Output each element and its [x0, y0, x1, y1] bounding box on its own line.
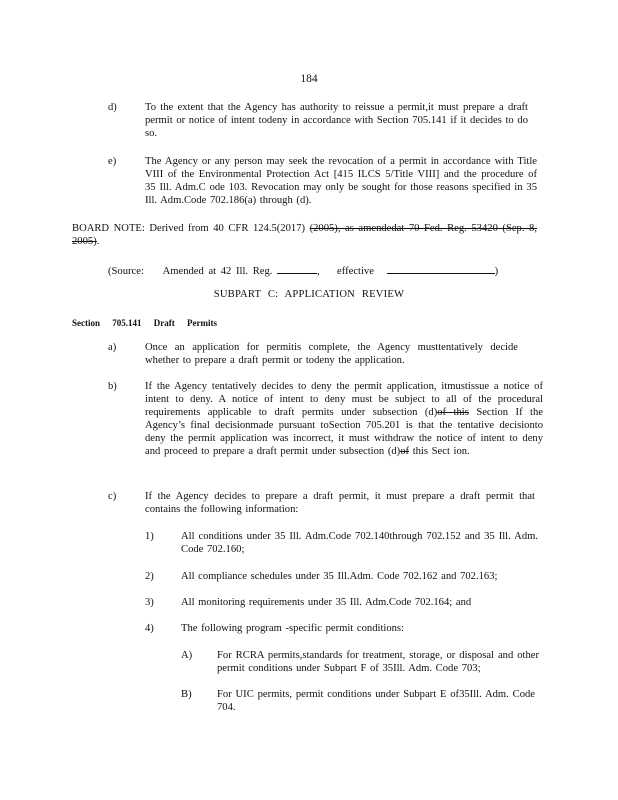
section-label: Section — [72, 318, 100, 328]
item-b-struck-2: of — [400, 446, 410, 457]
sub-item-label: 1) — [145, 531, 154, 542]
item-label: d) — [108, 102, 117, 113]
item-label: c) — [108, 491, 117, 502]
item-b-struck-1: of this — [437, 407, 469, 418]
source-label: (Source: — [108, 266, 144, 277]
sub-item-label: 4) — [145, 623, 154, 634]
sub-item-label: 2) — [145, 571, 154, 582]
sub-item-label: 3) — [145, 597, 154, 608]
register-blank — [277, 263, 317, 274]
item-label: b) — [108, 381, 117, 392]
sub-item-text: All monitoring requirements under 35 Ill. Adm.Code 702.164; and — [181, 597, 472, 608]
section-number: 705.141 — [112, 318, 142, 328]
effective-date-blank — [387, 263, 495, 274]
source-close: ) — [494, 266, 499, 277]
sub-item-text: All compliance schedules under 35 Ill.Adm. Code 702.162 and 702.163; — [181, 571, 498, 582]
item-text — [145, 380, 543, 458]
source-line — [108, 263, 498, 278]
board-note-suffix: . — [96, 236, 100, 247]
board-note — [72, 222, 537, 248]
section-heading — [72, 317, 217, 330]
subpart-heading: SUBPART C: APPLICATION REVIEW — [213, 289, 405, 300]
source-effective: effective — [337, 266, 374, 277]
sub-sub-item-text: For UIC permits, permit conditions under Subpart E of35Ill. Adm. Code 704. — [217, 689, 535, 713]
sub-item-text: All conditions under 35 Ill. Adm.Code 702.140through 702.152 and 35 Ill. Adm. Code 702.160; — [181, 531, 538, 555]
item-text: To the extent that the Agency has authority to reissue a permit,it must prepare a draft permit or notice of intent todeny in accordance with Section 705.141 if it decides to do so. — [145, 102, 528, 139]
sub-item-text: The following program -specific permit conditions: — [181, 623, 404, 634]
item-b-text-2: Section If the Agency’s final decisionmade pursuant toSection 705.201 is that the tentative decisionto deny the permit application was incorrect, it must withdraw the notice of intent to deny and proceed to prepare a draft permit under subsection (d) — [145, 407, 543, 457]
item-text: Once an application for permitis complete, the Agency musttentatively decide whether to prepare a draft permit or todeny the application. — [145, 342, 518, 366]
item-text: The Agency or any person may seek the revocation of a permit in accordance with Title VIII of the Environmental Protection Act [415 ILCS 5/Title VIII] and the procedure of 35 Ill. Adm.C ode 103. Revocation may only be sought for those reasons specified in 35 Ill. Adm.Code 702.186(a) through (d). — [145, 156, 537, 206]
item-label: e) — [108, 156, 117, 167]
page-number: 184 — [300, 73, 318, 85]
section-title: Draft Permits — [153, 318, 217, 328]
sub-sub-item-label: B) — [181, 689, 192, 700]
item-b-text-3: this Sect ion. — [412, 446, 470, 457]
source-amended: Amended at 42 Ill. Reg. — [162, 266, 273, 277]
item-b-text-1: If the Agency tentatively decides to deny the permit application, itmustissue a notice of intent to deny. A notice of intent to deny must be subject to all of the procedural requirements applicable to draft permits under subsection (d) — [145, 381, 543, 418]
source-comma: , — [317, 266, 320, 277]
board-note-text: BOARD NOTE: Derived from 40 CFR 124.5(2017) — [72, 223, 306, 234]
item-text: If the Agency decides to prepare a draft permit, it must prepare a draft permit that contains the following information: — [145, 491, 535, 515]
sub-sub-item-label: A) — [181, 650, 193, 661]
sub-sub-item-text: For RCRA permits,standards for treatment, storage, or disposal and other permit conditions under Subpart F of 35Ill. Adm. Code 703; — [217, 650, 539, 674]
item-label: a) — [108, 342, 117, 353]
board-note-struck-text: (2005), as amendedat 70 Fed. Reg. 53420 (Sep. 8, 2005) — [72, 223, 537, 247]
